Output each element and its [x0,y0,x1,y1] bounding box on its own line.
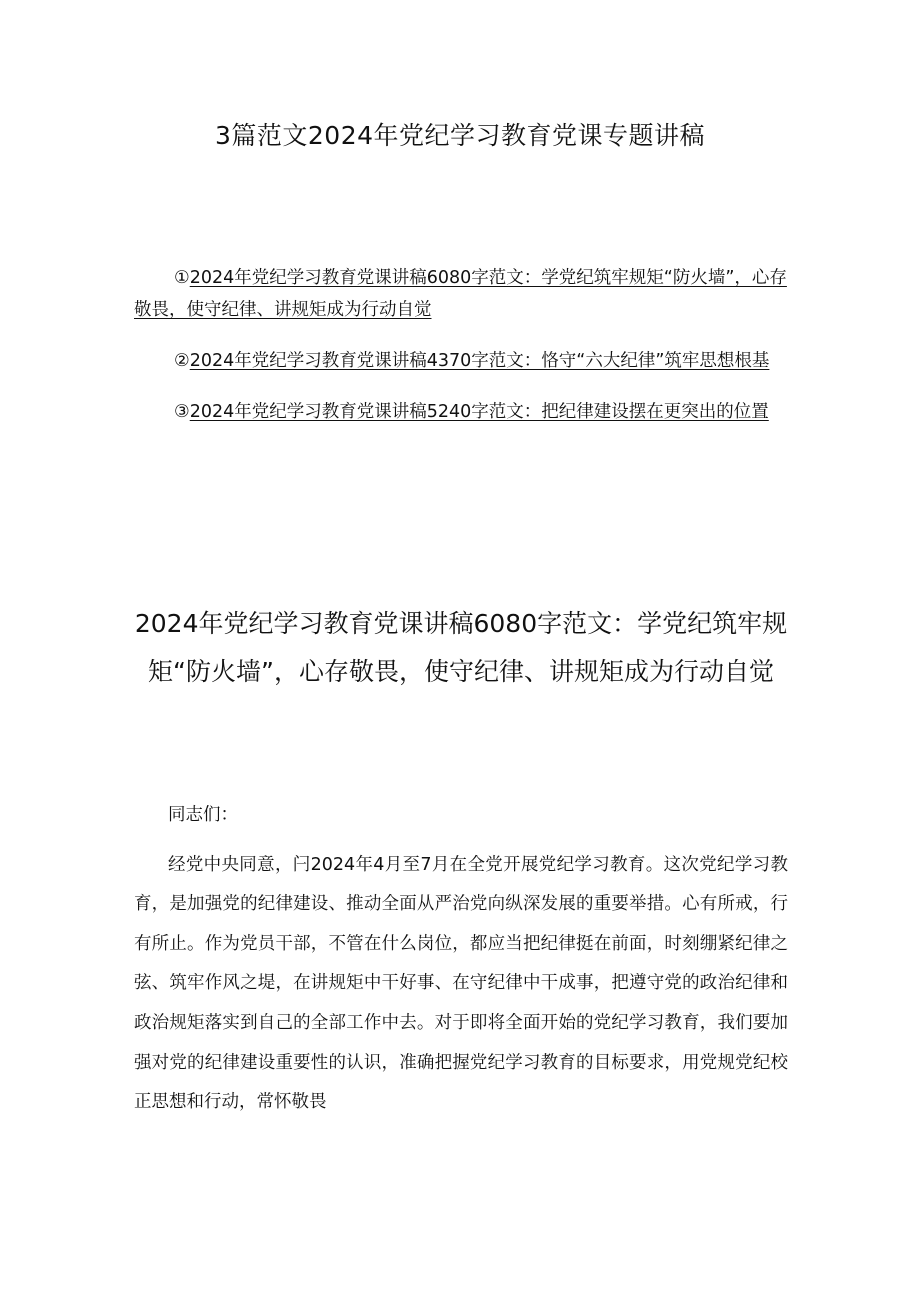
toc-item-link[interactable]: 2024年党纪学习教育党课讲稿6080字范文：学党纪筑牢规矩“防火墙”，心存敬畏，使守纪律、讲规矩成为行动自觉 [134,268,787,320]
section-title: 2024年党纪学习教育党课讲稿6080字范文：学党纪筑牢规矩“防火墙”，心存敬畏，使守纪律、讲规矩成为行动自觉 [134,609,788,686]
toc-item-number: ② [174,351,190,371]
toc-item-2[interactable] [134,345,788,377]
document-title: 3篇范文2024年党纪学习教育党课专题讲稿 [214,121,706,150]
toc-item-1[interactable] [134,262,788,326]
toc-item-link[interactable]: 2024年党纪学习教育党课讲稿5240字范文：把纪律建设摆在更突出的位置 [189,402,769,422]
body-text [134,796,788,1123]
toc-item-number: ③ [174,402,190,422]
toc-item-link[interactable]: 2024年党纪学习教育党课讲稿4370字范文：恪守“六大纪律”筑牢思想根基 [189,351,770,371]
toc-item-3[interactable] [134,396,788,428]
paragraph: 经党中央同意，闩2024年4月至7月在全党开展党纪学习教育。这次党纪学习教育，是加强党的纪律建设、推动全面从严治党向纵深发展的重要举措。心有所戒，行有所止。作为党员干部，不管在什么岗位，都应当把纪律挺在前面，时刻绷紧纪律之弦、筑牢作风之堤，在讲规矩中干好事、在守纪律中干成事，把遵守党的政治纪律和政治规矩落实到自己的全部工作中去。对于即将全面开始的党纪学习教育，我们要加强对党的纪律建设重要性的认识，准确把握党纪学习教育的目标要求，用党规党纪校正思想和行动，常怀敬畏 [134,854,788,1113]
table-of-contents [134,262,788,447]
salutation: 同志们： [168,805,238,825]
toc-item-number: ① [174,268,190,288]
